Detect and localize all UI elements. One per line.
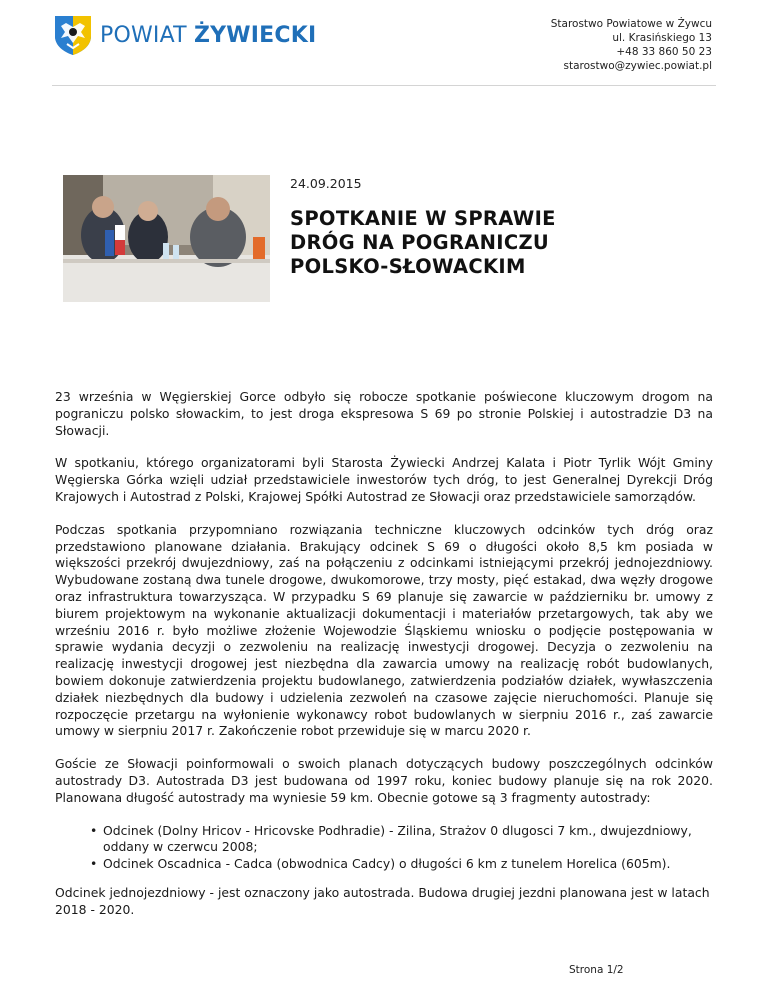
contact-email: starostwo@zywiec.powiat.pl: [563, 60, 712, 72]
contact-org: Starostwo Powiatowe w Żywcu: [550, 18, 712, 30]
contact-block: [551, 17, 712, 73]
logo-text-powiat: POWIAT: [100, 22, 194, 48]
paragraph-2: W spotkaniu, którego organizatorami byli Starosta Żywiecki Andrzej Kalata i Piotr Tyrlik Wójt Gminy Węgierska Górka wzięli udział przedstawiciele inwestorów tych dróg, to jest Generalnej Dyrekcji Dróg Krajowych i Autostrad z Polski, Krajowej Spółki Autostrad ze Słowacji oraz przedstawiciele samorządów.: [55, 455, 713, 504]
logo-text-zywiecki: ŻYWIECKI: [194, 22, 317, 48]
article-photo: [63, 175, 270, 302]
coat-of-arms-icon: [52, 14, 94, 56]
article-title: SPOTKANIE W SPRAWIE DRÓG NA POGRANICZU POLSKO-SŁOWACKIM: [290, 207, 556, 278]
paragraph-4: Goście ze Słowacji poinformowali o swoich planach dotyczących budowy poszczególnych odcinków autostrady D3. Autostrada D3 jest budowana od 1997 roku, koniec budowy planuje się na rok 2020. Planowana długość autostrady ma wyniesie 59 km. Obecnie gotowe są 3 fragmenty autostrady:: [55, 756, 713, 805]
paragraph-1: 23 września w Węgierskiej Gorce odbyło się robocze spotkanie poświecone kluczowym drogom na pograniczu polsko słowackim, to jest droga ekspresowa S 69 po stronie Polskiej i autostradzie D3 na Słowacji.: [55, 389, 713, 438]
paragraph-3: Podczas spotkania przypomniano rozwiązania techniczne kluczowych odcinków tych dróg oraz przedstawiono planowane działania. Brakujący odcinek S 69 o długości około 8,5 km posiada w większości przekrój dwujezdniowy, zaś na połączeniu z odcinkami istniejącymi przekrój jednojezdniowy. Wybudowane zostaną dwa tunele drogowe, dwukomorowe, trzy mosty, pięć estakad, dwa węzły drogowe oraz infrastruktura towarzysząca. W przypadku S 69 planuje się zawarcie w październiku br. umowy z biurem projektowym na wykonanie aktualizacji dokumentacji i materiałów przetargowych, tak aby we wrześniu 2016 r. było możliwe złożenie Wojewodzie Śląskiemu wniosku o podjęcie postępowania w sprawie wydania decyzji o zezwoleniu na realizację inwestycji drogowej. Decyzja o zezwoleniu na realizację inwestycji drogowej jest niezbędna dla zawarcia umowy na realizację robót budowlanych, bowiem dokonuje zatwierdzenia projektu budowlanego, zatwierdzenia podziałów działek, wywłaszczenia działek niezbędnych dla budowy i udzielenia zezwoleń na czasowe zajęcie nieruchomości. Planuje się rozpoczęcie przetargu na wyłonienie wykonawcy robot budowlanych w sierpniu 2016 r., zaś zawarcie umowy w sierpniu 2017 r. Zakończenie robot przewiduje się w marcu 2020 r.: [55, 521, 713, 739]
closing-paragraph: Odcinek jednojezdniowy - jest oznaczony jako autostrada. Budowa drugiej jezdni planowana jest w latach 2018 - 2020.: [55, 884, 710, 917]
motorway-sections-list: [55, 823, 713, 873]
page-number: Strona 1/2: [569, 964, 624, 976]
header-divider: [52, 85, 716, 86]
article-date: 24.09.2015: [290, 176, 362, 191]
list-item: • Odcinek Oscadnica - Cadca (obwodnica Cadcy) o długości 6 km z tunelem Horelica (605m).: [103, 856, 713, 873]
list-item: • Odcinek (Dolny Hricov - Hricovske Podhradie) - Zilina, Strażov 0 dlugosci 7 km., dwujezdniowy, oddany w czerwcu 2008;: [103, 823, 713, 857]
logo-wordmark: [100, 23, 316, 48]
contact-phone: +48 33 860 50 23: [616, 46, 712, 58]
logo: [52, 14, 316, 56]
article-body: [55, 389, 713, 935]
meeting-photo-image: [63, 175, 270, 302]
contact-street: ul. Krasińskiego 13: [612, 32, 712, 44]
